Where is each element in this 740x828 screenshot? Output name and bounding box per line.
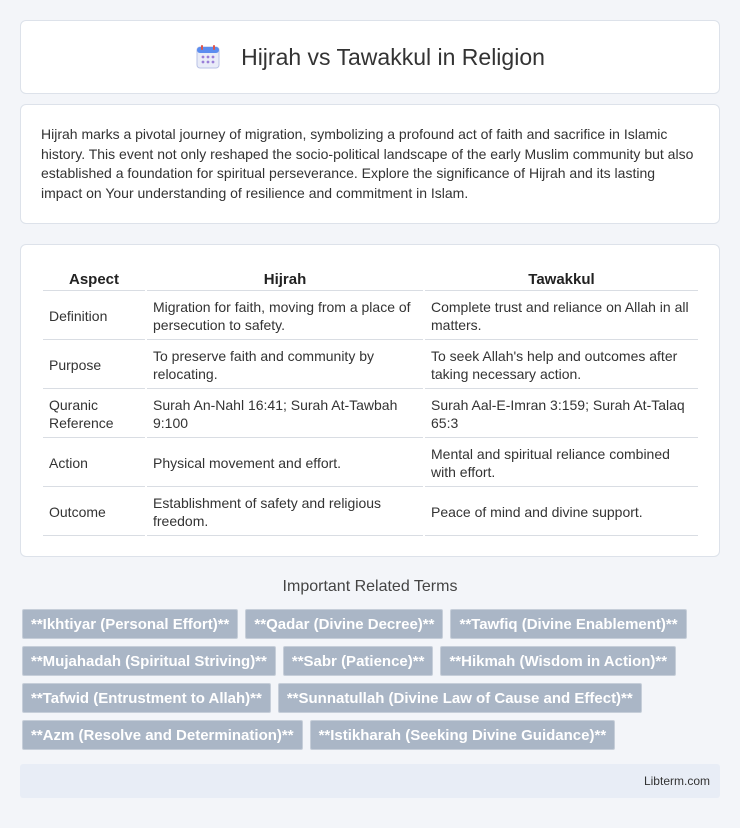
comparison-table (41, 265, 700, 538)
footer (20, 764, 720, 798)
cell-aspect: Action (43, 440, 145, 487)
header-card (20, 20, 720, 94)
calendar-icon (195, 44, 221, 70)
cell-hijrah: Establishment of safety and religious freedom. (147, 489, 423, 536)
comparison-card (20, 244, 720, 557)
intro-text: Hijrah marks a pivotal journey of migration, symbolizing a profound act of faith and sacrifice in Islamic history. This event not only reshaped the socio-political landscape of the early Muslim community but also established a foundation for spiritual perseverance. Explore the significance of Hijrah and its lasting impact on Your understanding of resilience and commitment in Islam. (41, 126, 694, 201)
cell-aspect: Quranic Reference (43, 391, 145, 438)
cell-aspect: Definition (43, 293, 145, 340)
table-row (43, 391, 698, 438)
table-row (43, 440, 698, 487)
related-terms-title: Important Related Terms (282, 578, 458, 595)
cell-aspect: Purpose (43, 342, 145, 389)
header-aspect: Aspect (43, 267, 145, 291)
table-header-row (43, 267, 698, 291)
table-row (43, 489, 698, 536)
intro-card (20, 104, 720, 224)
cell-tawakkul: To seek Allah's help and outcomes after taking necessary action. (425, 342, 698, 389)
cell-tawakkul: Complete trust and reliance on Allah in all matters. (425, 293, 698, 340)
related-term-tag[interactable]: **Ikhtiyar (Personal Effort)** (22, 609, 238, 639)
header-tawakkul: Tawakkul (425, 267, 698, 291)
cell-tawakkul: Peace of mind and divine support. (425, 489, 698, 536)
cell-aspect: Outcome (43, 489, 145, 536)
related-term-tag[interactable]: **Qadar (Divine Decree)** (245, 609, 443, 639)
table-row (43, 293, 698, 340)
cell-hijrah: To preserve faith and community by relocating. (147, 342, 423, 389)
table-row (43, 342, 698, 389)
cell-tawakkul: Mental and spiritual reliance combined with effort. (425, 440, 698, 487)
related-term-tag[interactable]: **Istikharah (Seeking Divine Guidance)** (310, 720, 616, 750)
page-title: Hijrah vs Tawakkul in Religion (241, 43, 545, 70)
cell-hijrah: Physical movement and effort. (147, 440, 423, 487)
related-term-tag[interactable]: **Tawfiq (Divine Enablement)** (450, 609, 686, 639)
related-term-tag[interactable]: **Sabr (Patience)** (283, 646, 434, 676)
cell-hijrah: Migration for faith, moving from a place of persecution to safety. (147, 293, 423, 340)
related-term-tag[interactable]: **Hikmah (Wisdom in Action)** (440, 646, 676, 676)
related-term-tag[interactable]: **Mujahadah (Spiritual Striving)** (22, 646, 276, 676)
related-term-tag[interactable]: **Sunnatullah (Divine Law of Cause and Effect)** (278, 683, 642, 713)
related-terms-list (22, 609, 722, 757)
header-hijrah: Hijrah (147, 267, 423, 291)
related-term-tag[interactable]: **Tafwid (Entrustment to Allah)** (22, 683, 271, 713)
footer-brand-link[interactable]: Libterm.com (643, 774, 710, 788)
cell-tawakkul: Surah Aal-E-Imran 3:159; Surah At-Talaq 65:3 (425, 391, 698, 438)
related-term-tag[interactable]: **Azm (Resolve and Determination)** (22, 720, 303, 750)
cell-hijrah: Surah An-Nahl 16:41; Surah At-Tawbah 9:100 (147, 391, 423, 438)
